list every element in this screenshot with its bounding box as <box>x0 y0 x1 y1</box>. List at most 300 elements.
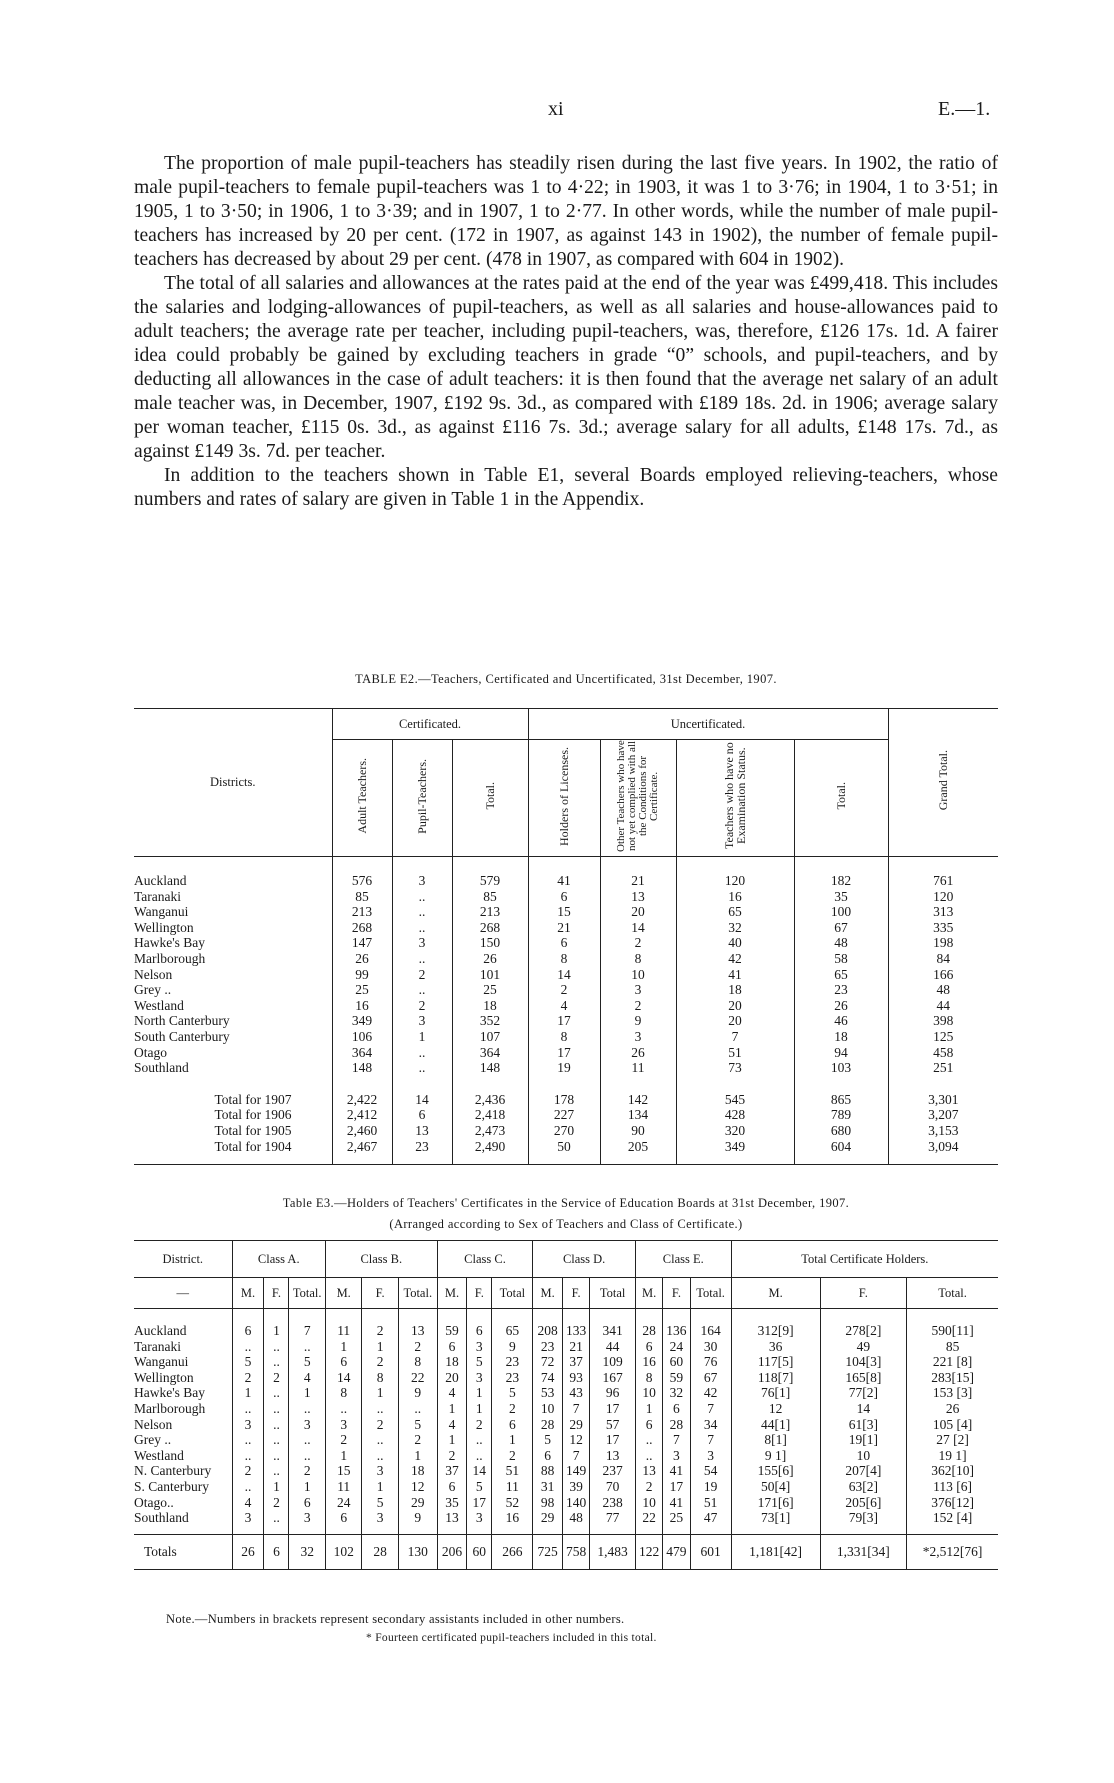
table-cell: 7 <box>562 1448 589 1464</box>
table-cell: 6 <box>325 1510 361 1526</box>
table-cell: 90 <box>600 1123 676 1139</box>
table-cell: 601 <box>690 1534 731 1569</box>
table-cell: 24 <box>663 1339 690 1355</box>
table-cell: 604 <box>794 1139 888 1155</box>
district-name: Taranaki <box>134 888 182 904</box>
table-cell: 4 <box>437 1385 467 1401</box>
table-cell: 6 <box>635 1417 662 1433</box>
table-cell: 2 <box>392 967 452 983</box>
table-cell: 17 <box>528 1045 600 1061</box>
table-cell: 3 <box>600 1029 676 1045</box>
table-cell: 65 <box>676 904 794 920</box>
table-row <box>134 873 998 889</box>
table-row <box>134 1385 998 1401</box>
district-name: Otago.. <box>134 1494 174 1510</box>
table-cell: 1 <box>264 1323 289 1339</box>
table-cell: 25 <box>663 1510 690 1526</box>
table-cell: 76 <box>690 1354 731 1370</box>
table-cell: 2 <box>232 1370 264 1386</box>
table-cell: 207[4] <box>820 1463 907 1479</box>
table-cell: 1 <box>437 1432 467 1448</box>
col-header: Teachers who have no Examination Status. <box>676 740 794 857</box>
table-cell: 320 <box>676 1123 794 1139</box>
table-cell: 32 <box>289 1534 325 1569</box>
table-cell: 32 <box>663 1385 690 1401</box>
table-cell: 9 <box>398 1385 437 1401</box>
table-cell: 3 <box>289 1417 325 1433</box>
district-name: Westland <box>134 1447 184 1463</box>
table-row <box>134 1495 998 1511</box>
table-cell: 101 <box>452 967 528 983</box>
table-cell: 7 <box>676 1029 794 1045</box>
table-cell: 25 <box>332 982 392 998</box>
table-cell: 25 <box>452 982 528 998</box>
table-cell: 136 <box>663 1323 690 1339</box>
table-cell: .. <box>264 1339 289 1355</box>
table-cell: 19 1] <box>907 1448 998 1464</box>
table-cell: 22 <box>398 1370 437 1386</box>
table-cell: 147 <box>332 935 392 951</box>
footnote-asterisk: * Fourteen certificated pupil-teachers included in this total. <box>366 1632 657 1644</box>
table-cell: 26 <box>794 998 888 1014</box>
table-cell: 125 <box>888 1029 998 1045</box>
table-cell: 312[9] <box>731 1323 820 1339</box>
table-cell: 51 <box>690 1495 731 1511</box>
table-cell: 2 <box>232 1463 264 1479</box>
table-cell: 6 <box>528 889 600 905</box>
table-cell: 3,153 <box>888 1123 998 1139</box>
table-cell: .. <box>392 1045 452 1061</box>
table-cell: 3 <box>325 1417 361 1433</box>
table-cell: 13 <box>392 1123 452 1139</box>
table-cell: 73 <box>676 1060 794 1076</box>
table-row <box>134 1060 998 1076</box>
table-cell: 458 <box>888 1045 998 1061</box>
table-cell: 13 <box>635 1463 662 1479</box>
table-cell: 10 <box>635 1495 662 1511</box>
table-cell: 352 <box>452 1013 528 1029</box>
table-cell: 14 <box>528 967 600 983</box>
sub-header: Total <box>492 1278 533 1309</box>
col-header: Total. <box>794 740 888 857</box>
district-name: Taranaki <box>134 1338 182 1354</box>
table-cell: 5 <box>289 1354 325 1370</box>
table-row <box>134 982 998 998</box>
table-cell: 113 [6] <box>907 1479 998 1495</box>
dash-header: — <box>134 1278 232 1309</box>
sub-header: M. <box>731 1278 820 1309</box>
table-cell: .. <box>232 1401 264 1417</box>
table-cell: 77 <box>590 1510 636 1526</box>
sub-header: F. <box>467 1278 492 1309</box>
table-cell: 2,422 <box>332 1092 392 1108</box>
table-cell: 67 <box>690 1370 731 1386</box>
table-cell: 2 <box>528 982 600 998</box>
table-cell: 14 <box>467 1463 492 1479</box>
table-cell: 117[5] <box>731 1354 820 1370</box>
table-cell: 7 <box>663 1432 690 1448</box>
sub-header: Total. <box>690 1278 731 1309</box>
table-cell: 4 <box>289 1370 325 1386</box>
table-row <box>134 1354 998 1370</box>
table-cell: 8 <box>528 951 600 967</box>
total-row <box>134 1123 998 1139</box>
table-cell: 349 <box>332 1013 392 1029</box>
table-cell: 335 <box>888 920 998 936</box>
table-cell: 74 <box>533 1370 563 1386</box>
table-cell: 3 <box>690 1448 731 1464</box>
total-label: Total for 1907 <box>214 1091 292 1107</box>
table-cell: .. <box>264 1417 289 1433</box>
table-row <box>134 1479 998 1495</box>
table-cell: 42 <box>690 1385 731 1401</box>
table-cell: 2 <box>264 1495 289 1511</box>
district-name: Wanganui <box>134 1354 189 1370</box>
table-cell: 76[1] <box>731 1385 820 1401</box>
district-name: Westland <box>134 997 184 1013</box>
table-cell: 79[3] <box>820 1510 907 1526</box>
table-cell: 41 <box>528 873 600 889</box>
table-cell: 3 <box>289 1510 325 1526</box>
district-name: N. Canterbury <box>134 1463 212 1479</box>
table-cell: 23 <box>392 1139 452 1155</box>
table-cell: 11 <box>325 1479 361 1495</box>
table-cell: .. <box>392 1060 452 1076</box>
table-cell: 77[2] <box>820 1385 907 1401</box>
table-row <box>134 1463 998 1479</box>
table-cell: 99 <box>332 967 392 983</box>
table-cell: 213 <box>332 904 392 920</box>
table-cell: 15 <box>325 1463 361 1479</box>
table-cell: 23 <box>492 1370 533 1386</box>
table-row <box>134 967 998 983</box>
table-cell: 72 <box>533 1354 563 1370</box>
table-cell: 761 <box>888 873 998 889</box>
table-cell: .. <box>635 1448 662 1464</box>
table-cell: 205 <box>600 1139 676 1155</box>
table-cell: 5 <box>467 1479 492 1495</box>
group-header-uncertificated: Uncertificated. <box>528 709 888 740</box>
group-header: Class D. <box>533 1241 636 1278</box>
sub-header: F. <box>663 1278 690 1309</box>
table-cell: 93 <box>562 1370 589 1386</box>
table-cell: 11 <box>492 1479 533 1495</box>
table-cell: .. <box>392 982 452 998</box>
table-cell: 26 <box>600 1045 676 1061</box>
table-cell: 9 <box>492 1339 533 1355</box>
total-label: Total for 1904 <box>214 1138 292 1154</box>
group-header: Class C. <box>437 1241 533 1278</box>
table-cell: 48 <box>794 935 888 951</box>
table-cell: 171[6] <box>731 1495 820 1511</box>
table-cell: 590[11] <box>907 1323 998 1339</box>
sub-header: Total. <box>907 1278 998 1309</box>
table-cell: 12 <box>562 1432 589 1448</box>
table-cell: 1 <box>264 1479 289 1495</box>
table-cell: 65 <box>492 1323 533 1339</box>
table-cell: 100 <box>794 904 888 920</box>
table-cell: 3 <box>467 1370 492 1386</box>
table-cell: 61[3] <box>820 1417 907 1433</box>
table-cell: 70 <box>590 1479 636 1495</box>
table-cell: 2 <box>467 1417 492 1433</box>
table-cell: 14 <box>325 1370 361 1386</box>
table-cell: 23 <box>533 1339 563 1355</box>
district-name: Wanganui <box>134 904 189 920</box>
table-cell: 1 <box>362 1385 398 1401</box>
table-cell: 8 <box>362 1370 398 1386</box>
table-cell: 24 <box>325 1495 361 1511</box>
table-cell: 60 <box>663 1354 690 1370</box>
table-row <box>134 1013 998 1029</box>
table-cell: .. <box>232 1339 264 1355</box>
table-cell: 2,412 <box>332 1107 392 1123</box>
table-cell: 8 <box>528 1029 600 1045</box>
table-cell: 2 <box>600 998 676 1014</box>
table-cell: 398 <box>888 1013 998 1029</box>
table-cell: 13 <box>600 889 676 905</box>
table-cell: 34 <box>690 1417 731 1433</box>
table-cell: 16 <box>492 1510 533 1526</box>
district-name: Hawke's Bay <box>134 1385 206 1401</box>
table-cell: 44[1] <box>731 1417 820 1433</box>
table-cell: 31 <box>533 1479 563 1495</box>
total-label: Total for 1906 <box>214 1107 292 1123</box>
sub-header: Total. <box>398 1278 437 1309</box>
table-row <box>134 1510 998 1526</box>
table-cell: 13 <box>398 1323 437 1339</box>
table-cell: 2 <box>362 1323 398 1339</box>
table-cell: 11 <box>325 1323 361 1339</box>
table-cell: 29 <box>533 1510 563 1526</box>
table-cell: 364 <box>332 1045 392 1061</box>
table-cell: 27 [2] <box>907 1432 998 1448</box>
table-cell: 479 <box>663 1534 690 1569</box>
table-cell: 149 <box>562 1463 589 1479</box>
table-cell: 23 <box>794 982 888 998</box>
table-cell: 4 <box>232 1495 264 1511</box>
table-cell: 29 <box>562 1417 589 1433</box>
col-header: Grand Total. <box>888 709 998 857</box>
table-cell: 17 <box>528 1013 600 1029</box>
table-cell: 1 <box>467 1385 492 1401</box>
table-cell: 28 <box>533 1417 563 1433</box>
table-cell: 85 <box>452 889 528 905</box>
table-cell: 120 <box>888 889 998 905</box>
table-cell: .. <box>232 1448 264 1464</box>
table-cell: 43 <box>562 1385 589 1401</box>
table-cell: 155[6] <box>731 1463 820 1479</box>
table-cell: 40 <box>676 935 794 951</box>
table-cell: 28 <box>663 1417 690 1433</box>
col-header: Other Teachers who have not yet complied with all the Conditions for Certificate. <box>600 740 676 857</box>
table-cell: 17 <box>590 1401 636 1417</box>
table-cell: 1 <box>467 1401 492 1417</box>
table-cell: 2,473 <box>452 1123 528 1139</box>
table-cell: 42 <box>676 951 794 967</box>
table-cell: 84 <box>888 951 998 967</box>
table-row <box>134 1448 998 1464</box>
table-cell: 428 <box>676 1107 794 1123</box>
table-cell: 576 <box>332 873 392 889</box>
table-cell: .. <box>289 1401 325 1417</box>
table-cell: 133 <box>562 1323 589 1339</box>
table-row <box>134 920 998 936</box>
table-cell: 178 <box>528 1092 600 1108</box>
table-cell: 29 <box>398 1495 437 1511</box>
sub-header: M. <box>232 1278 264 1309</box>
table-cell: 4 <box>437 1417 467 1433</box>
table-cell: 5 <box>467 1354 492 1370</box>
table-cell: 16 <box>332 998 392 1014</box>
table-cell: .. <box>264 1432 289 1448</box>
table-cell: 283[15] <box>907 1370 998 1386</box>
table-cell: 2 <box>362 1417 398 1433</box>
table-cell: 205[6] <box>820 1495 907 1511</box>
table-cell: 130 <box>398 1534 437 1569</box>
group-header: Total Certificate Holders. <box>731 1241 998 1278</box>
table-cell: 39 <box>562 1479 589 1495</box>
table-cell: 1 <box>635 1401 662 1417</box>
table-cell: 2 <box>325 1432 361 1448</box>
table-cell: 4 <box>528 998 600 1014</box>
table-cell: 21 <box>600 873 676 889</box>
table-cell: 17 <box>590 1432 636 1448</box>
table-cell: 6 <box>467 1323 492 1339</box>
col-header: Total. <box>452 740 528 857</box>
table-cell: 152 [4] <box>907 1510 998 1526</box>
table-cell: .. <box>232 1479 264 1495</box>
table-cell: .. <box>264 1463 289 1479</box>
table-cell: .. <box>392 904 452 920</box>
district-name: S. Canterbury <box>134 1478 209 1494</box>
table-cell: 47 <box>690 1510 731 1526</box>
table-cell: 59 <box>663 1370 690 1386</box>
col-header-district: District. <box>134 1241 232 1278</box>
table-cell: 41 <box>663 1495 690 1511</box>
table-cell: 5 <box>492 1385 533 1401</box>
table-cell: 28 <box>362 1534 398 1569</box>
table-cell: 313 <box>888 904 998 920</box>
total-row <box>134 1139 998 1155</box>
table-cell: 10 <box>600 967 676 983</box>
table-cell: 3,301 <box>888 1092 998 1108</box>
table-cell: 7 <box>690 1401 731 1417</box>
sub-header: Total. <box>289 1278 325 1309</box>
table-cell: 18 <box>676 982 794 998</box>
table-cell: .. <box>467 1432 492 1448</box>
table-cell: 268 <box>332 920 392 936</box>
table-cell: 206 <box>437 1534 467 1569</box>
district-name: Hawke's Bay <box>134 935 206 951</box>
table-cell: 9 <box>600 1013 676 1029</box>
table-cell: 725 <box>533 1534 563 1569</box>
table-cell: 2 <box>362 1354 398 1370</box>
table-cell: 3 <box>232 1510 264 1526</box>
table-cell: 8 <box>635 1370 662 1386</box>
table-cell: 150 <box>452 935 528 951</box>
table-cell: 6 <box>663 1401 690 1417</box>
table-cell: 18 <box>794 1029 888 1045</box>
table-cell: 94 <box>794 1045 888 1061</box>
table-cell: 7 <box>289 1323 325 1339</box>
table-cell: 167 <box>590 1370 636 1386</box>
district-name: Otago <box>134 1044 167 1060</box>
table-cell: 148 <box>452 1060 528 1076</box>
table-row <box>134 889 998 905</box>
table-cell: 1 <box>437 1401 467 1417</box>
table-cell: 134 <box>600 1107 676 1123</box>
table-cell: 1 <box>325 1339 361 1355</box>
table-cell: 52 <box>492 1495 533 1511</box>
table-cell: 53 <box>533 1385 563 1401</box>
table-cell: 165[8] <box>820 1370 907 1386</box>
table-cell: .. <box>264 1401 289 1417</box>
table-cell: 251 <box>888 1060 998 1076</box>
table-cell: 102 <box>325 1534 361 1569</box>
table-cell: 6 <box>289 1495 325 1511</box>
page-number: xi <box>548 98 564 120</box>
table-cell: 364 <box>452 1045 528 1061</box>
sub-header: F. <box>562 1278 589 1309</box>
table-e3-subcaption: (Arranged according to Sex of Teachers and Class of Certificate.) <box>389 1217 743 1231</box>
table-cell: 12 <box>398 1479 437 1495</box>
table-cell: 6 <box>533 1448 563 1464</box>
table-cell: 11 <box>600 1060 676 1076</box>
table-cell: 50 <box>528 1139 600 1155</box>
table-cell: 3 <box>392 935 452 951</box>
table-cell: .. <box>392 920 452 936</box>
table-cell: 2 <box>437 1448 467 1464</box>
table-cell: 349 <box>676 1139 794 1155</box>
table-cell: .. <box>362 1432 398 1448</box>
sub-header: F. <box>264 1278 289 1309</box>
table-cell: 13 <box>590 1448 636 1464</box>
table-cell: 59 <box>437 1323 467 1339</box>
table-cell: 103 <box>794 1060 888 1076</box>
table-cell: 2 <box>492 1401 533 1417</box>
table-cell: 1,331[34] <box>820 1534 907 1569</box>
table-cell: 18 <box>452 998 528 1014</box>
group-header-certificated: Certificated. <box>332 709 528 740</box>
table-cell: 1 <box>392 1029 452 1045</box>
table-cell: 20 <box>676 1013 794 1029</box>
sub-header: F. <box>362 1278 398 1309</box>
sub-header: Total <box>590 1278 636 1309</box>
table-cell: 122 <box>635 1534 662 1569</box>
table-cell: 44 <box>888 998 998 1014</box>
district-name: Grey .. <box>134 982 172 998</box>
table-cell: 105 [4] <box>907 1417 998 1433</box>
table-cell: 3 <box>467 1510 492 1526</box>
table-cell: 164 <box>690 1323 731 1339</box>
footnote-brackets: Note.—Numbers in brackets represent secondary assistants included in other numbers. <box>166 1612 625 1626</box>
table-cell: 142 <box>600 1092 676 1108</box>
table-e3 <box>134 1240 998 1570</box>
table-cell: 1 <box>289 1479 325 1495</box>
body-text <box>134 152 998 512</box>
table-cell: 50[4] <box>731 1479 820 1495</box>
table-row <box>134 1401 998 1417</box>
paragraph: In addition to the teachers shown in Table E1, several Boards employed relieving-teachers, whose numbers and rates of salary are given in Table 1 in the Appendix. <box>134 465 998 510</box>
col-header: Holders of Licenses. <box>528 740 600 857</box>
table-e2 <box>134 708 998 1165</box>
table-cell: 9 1] <box>731 1448 820 1464</box>
sub-header: F. <box>820 1278 907 1309</box>
table-cell: 30 <box>690 1339 731 1355</box>
table-cell: 3 <box>362 1510 398 1526</box>
table-cell: .. <box>264 1354 289 1370</box>
